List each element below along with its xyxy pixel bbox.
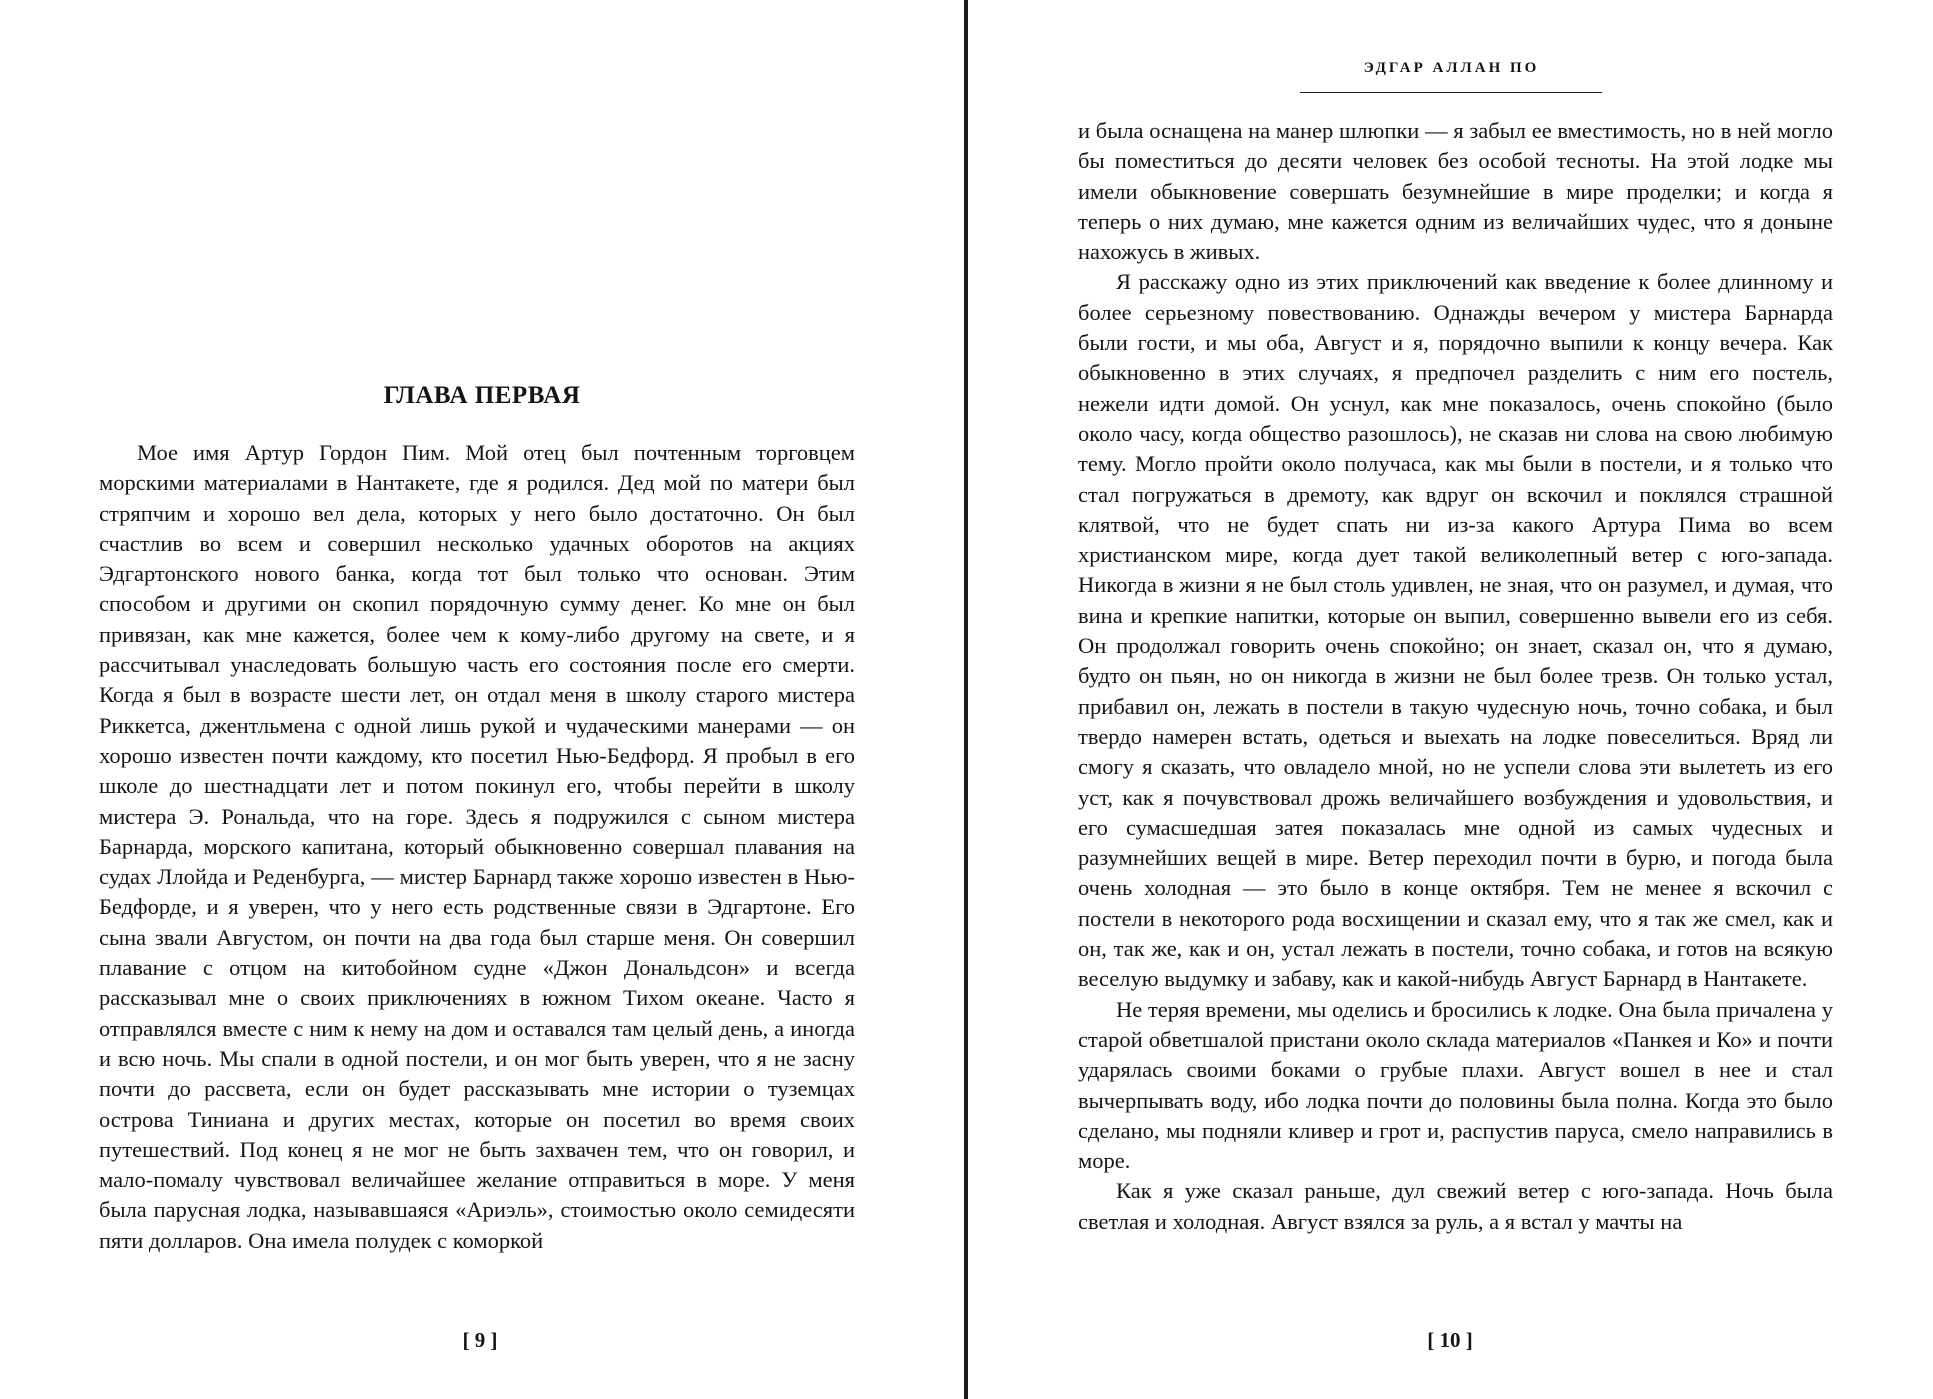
header-rule (1300, 92, 1602, 93)
running-header-author: ЭДГАР АЛЛАН ПО (1363, 60, 1540, 76)
right-paragraph-3: Не теряя времени, мы оделись и бросились к лодке. Она была причалена у старой обветшалой пристани около склада материалов «Панкея и Ко» и почти ударялась своими боками о грубые плахи. Август вошел в нее и стал вычерпывать воду, ибо лодка почти до половины была полна. Когда это было сделано, мы подняли кливер и грот и, распустив паруса, смело направились в море. (1078, 996, 1833, 1174)
left-page (0, 0, 964, 1399)
right-page (970, 0, 1933, 1399)
right-paragraph-1: и была оснащена на манер шлюпки — я забыл ее вместимость, но в ней могло бы поместиться до десяти человек без особой тесноты. На этой лодке мы имели обыкновение совершать безумнейшие в мире проделки; и когда я теперь о них думаю, мне кажется одним из величайших чудес, что я доныне нахожусь в живых. (1078, 118, 1833, 265)
left-page-body (99, 438, 855, 1256)
book-spine-divider (964, 0, 968, 1399)
right-page-body (1078, 116, 1833, 1237)
right-paragraph-2: Я расскажу одно из этих приключений как введение к более длинному и более серьезному повествованию. Однажды вечером у мистера Барнарда были гости, и мы оба, Август и я, порядочно выпили к концу вечера. Как обыкновенно в этих случаях, я предпочел разделить с ним его постель, нежели идти домой. Он уснул, как мне показалось, очень спокойно (было около часу, когда общество разошлось), не сказав ни слова на свою любимую тему. Могло пройти около получаса, как мы были в постели, и я только что стал погружаться в дремоту, как вдруг он вскочил и поклялся страшной клятвой, что не будет спать ни из-за какого Артура Пима во всем христианском мире, когда дует такой великолепный ветер с юго-запада. Никогда в жизни я не был столь удивлен, не зная, что он разумел, и думая, что вина и крепкие напитки, которые он выпил, совершенно вывели его из себя. Он продолжал говорить очень спокойно; он знает, сказал он, что я думаю, будто он пьян, но он никогда в жизни не был более трезв. Он только устал, прибавил он, лежать в постели в такую чудесную ночь, точно собака, и был твердо намерен встать, одеться и выехать на лодке повеселиться. Вряд ли смогу я сказать, что овладело мной, но не успели слова эти вылететь из его уст, как я почувствовал дрожь величайшего возбуждения и удовольствия, и его сумасшедшая затея показалась мне одной из самых чудесных и разумнейших вещей в мире. Ветер переходил почти в бурю, и погода была очень холодная — это было в конце октября. Тем не менее я вскочил с постели в некоторого рода восхищении и сказал ему, что я так же смел, как и он, так же, как и он, устал лежать в постели, точно собака, и готов на всякую веселую выдумку и забаву, как и какой-нибудь Август Барнард в Нантакете. (1078, 269, 1833, 992)
left-paragraph-1: Мое имя Артур Гордон Пим. Мой отец был почтенным торговцем морскими материалами в Нантакете, где я родился. Дед мой по матери был стряпчим и хорошо вел дела, которых у него было достаточно. Он был счастлив во всем и совершил несколько удачных оборотов на акциях Эдгартонского нового банка, когда тот был только что основан. Этим способом и другими он скопил порядочную сумму денег. Ко мне он был привязан, как мне кажется, более чем к кому-либо другому на свете, и я рассчитывал унаследовать большую часть его состояния после его смерти. Когда я был в возрасте шести лет, он отдал меня в школу старого мистера Риккетса, джентльмена с одной лишь рукой и чудаческими манерами — он хорошо известен почти каждому, кто посетил Нью-Бедфорд. Я пробыл в его школе до шестнадцати лет и потом покинул его, чтобы перейти в школу мистера Э. Рональда, что на горе. Здесь я подружился с сыном мистера Барнарда, морского капитана, который обыкновенно совершал плавания на судах Ллойда и Реденбурга, — мистер Барнард также хорошо известен в Нью-Бедфорде, и я уверен, что у него есть родственные связи в Эдгартоне. Его сына звали Августом, он почти на два года был старше меня. Он совершил плавание с отцом на китобойном судне «Джон Дональдсон» и всегда рассказывал мне о своих приключениях в южном Тихом океане. Часто я отправлялся вместе с ним к нему на дом и оставался там целый день, а иногда и всю ночь. Мы спали в одной постели, и он мог быть уверен, что я не засну почти до рассвета, если он будет рассказывать мне истории о туземцах острова Тиниана и других местах, которые он посетил во время своих путешествий. Под конец я не мог не быть захвачен тем, что он говорил, и мало-помалу чувствовал величайшее желание отправиться в море. У меня была парусная лодка, называвшаяся «Ариэль», стоимостью около семидесяти пяти долларов. Она имела полудек с коморкой (99, 440, 855, 1253)
page-number-right: [ 10 ] (1427, 1328, 1473, 1352)
page-number-left: [ 9 ] (462, 1328, 498, 1352)
chapter-title: ГЛАВА ПЕРВАЯ (383, 382, 581, 409)
right-paragraph-4: Как я уже сказал раньше, дул свежий ветер с юго-запада. Ночь была светлая и холодная. Август взялся за руль, а я встал у мачты на (1078, 1178, 1833, 1234)
